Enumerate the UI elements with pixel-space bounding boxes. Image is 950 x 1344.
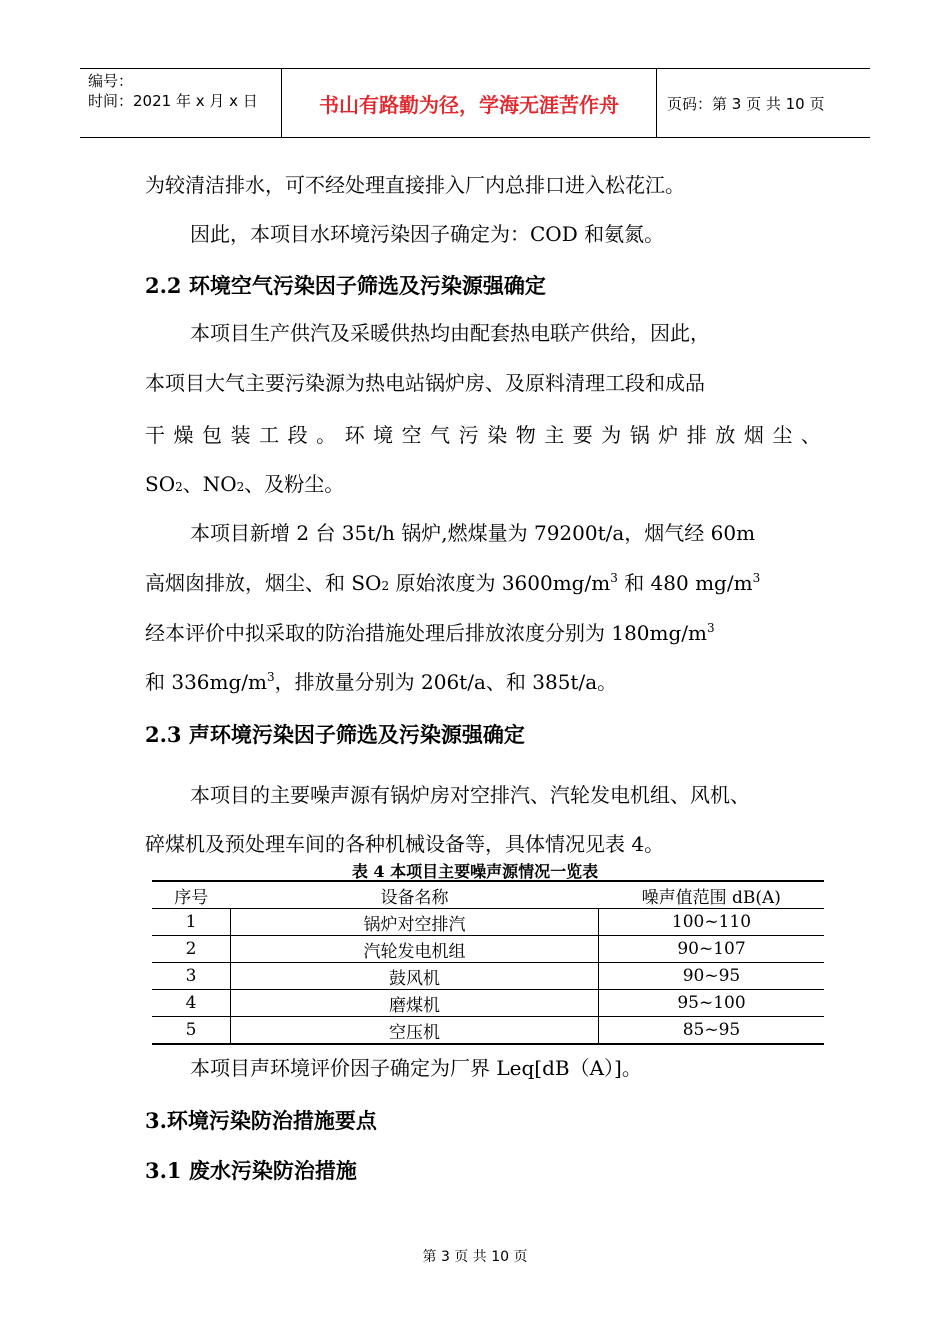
cell-equipment: 汽轮发电机组 — [231, 936, 599, 963]
cell-index: 5 — [152, 1017, 231, 1045]
paragraph-3-line-1: 本项目生产供汽及采暖供热均由配套热电联产供给，因此， — [190, 321, 710, 345]
section-heading-2-2: 2.2 环境空气污染因子筛选及污染源强确定 — [145, 273, 546, 298]
section-heading-3-1: 3.1 废水污染防治措施 — [145, 1158, 357, 1183]
table-header-row — [152, 881, 824, 909]
cell-index: 2 — [152, 936, 231, 963]
section-heading-3: 3.环境污染防治措施要点 — [145, 1108, 377, 1133]
header-noise-range: 噪声值范围 dB(A) — [641, 887, 781, 908]
cell-noise: 90~95 — [682, 966, 741, 986]
header-equipment: 设备名称 — [380, 887, 449, 908]
cell-index: 3 — [152, 963, 231, 990]
paragraph-1: 为较清洁排水，可不经处理直接排入厂内总排口进入松花江。 — [145, 173, 685, 197]
paragraph-3-line-4: $SO_2$、$NO_2$、及粉尘。 — [145, 472, 345, 496]
paragraph-5-line-1: 本项目的主要噪声源有锅炉房对空排汽、汽轮发电机组、风机、 — [190, 783, 750, 807]
cell-index: 4 — [152, 990, 231, 1017]
paragraph-3-line-2: 本项目大气主要污染源为热电站锅炉房、及原料清理工段和成品 — [145, 371, 705, 395]
table-row — [152, 990, 824, 1017]
cell-noise: 90~107 — [677, 939, 746, 959]
table-row — [152, 909, 824, 936]
table-row — [152, 1017, 824, 1045]
paragraph-4-line-1: 本项目新增 2 台 35t/h 锅炉,燃煤量为 79200t/a，烟气经 60m — [190, 521, 756, 545]
header-page-info: 页码：第 3 页 共 10 页 — [667, 94, 825, 113]
cell-equipment: 鼓风机 — [231, 963, 599, 990]
paragraph-2: 因此，本项目水环境污染因子确定为：COD 和氨氮。 — [190, 222, 665, 246]
table-row — [152, 936, 824, 963]
paragraph-5-line-2: 碎煤机及预处理车间的各种机械设备等，具体情况见表 4。 — [145, 832, 665, 856]
number-label: 编号： — [88, 72, 134, 90]
time-label: 时间：2021 年 x 月 x 日 — [88, 92, 258, 110]
paragraph-4-line-2: 高烟囱排放，烟尘、和 $SO_2$ 原始浓度为 $3600mg/m^3$ 和 480 $mg/m^3$ — [145, 571, 761, 595]
noise-source-table — [152, 880, 824, 1045]
cell-equipment: 锅炉对空排汽 — [231, 909, 599, 936]
cell-noise: 85~95 — [682, 1020, 741, 1040]
paragraph-4-line-3: 经本评价中拟采取的防治措施处理后排放浓度分别为 $180mg/m^3$ — [145, 621, 715, 645]
header-motto: 书山有路勤为径，学海无涯苦作舟 — [282, 69, 657, 137]
header-meta — [80, 69, 282, 137]
page-header — [80, 68, 870, 138]
cell-noise: 100~110 — [671, 912, 752, 932]
cell-noise: 95~100 — [677, 993, 746, 1013]
paragraph-6: 本项目声环境评价因子确定为厂界 Leq[dB（A）]。 — [190, 1056, 642, 1080]
section-heading-2-3: 2.3 声环境污染因子筛选及污染源强确定 — [145, 722, 525, 747]
paragraph-3-line-3: 干 燥 包 装 工 段 。 环 境 空 气 污 染 物 主 要 为 锅 炉 排 放 烟 尘 、 — [145, 423, 821, 447]
table-caption: 表 4 本项目主要噪声源情况一览表 — [351, 862, 599, 881]
paragraph-4-line-4: 和 $336mg/m^3$，排放量分别为 206t/a、和 385t/a。 — [145, 670, 618, 694]
page-footer: 第 3 页 共 10 页 — [422, 1249, 528, 1265]
table-row — [152, 963, 824, 990]
cell-index: 1 — [152, 909, 231, 936]
cell-equipment: 空压机 — [231, 1017, 599, 1045]
cell-equipment: 磨煤机 — [231, 990, 599, 1017]
header-index: 序号 — [174, 887, 209, 908]
